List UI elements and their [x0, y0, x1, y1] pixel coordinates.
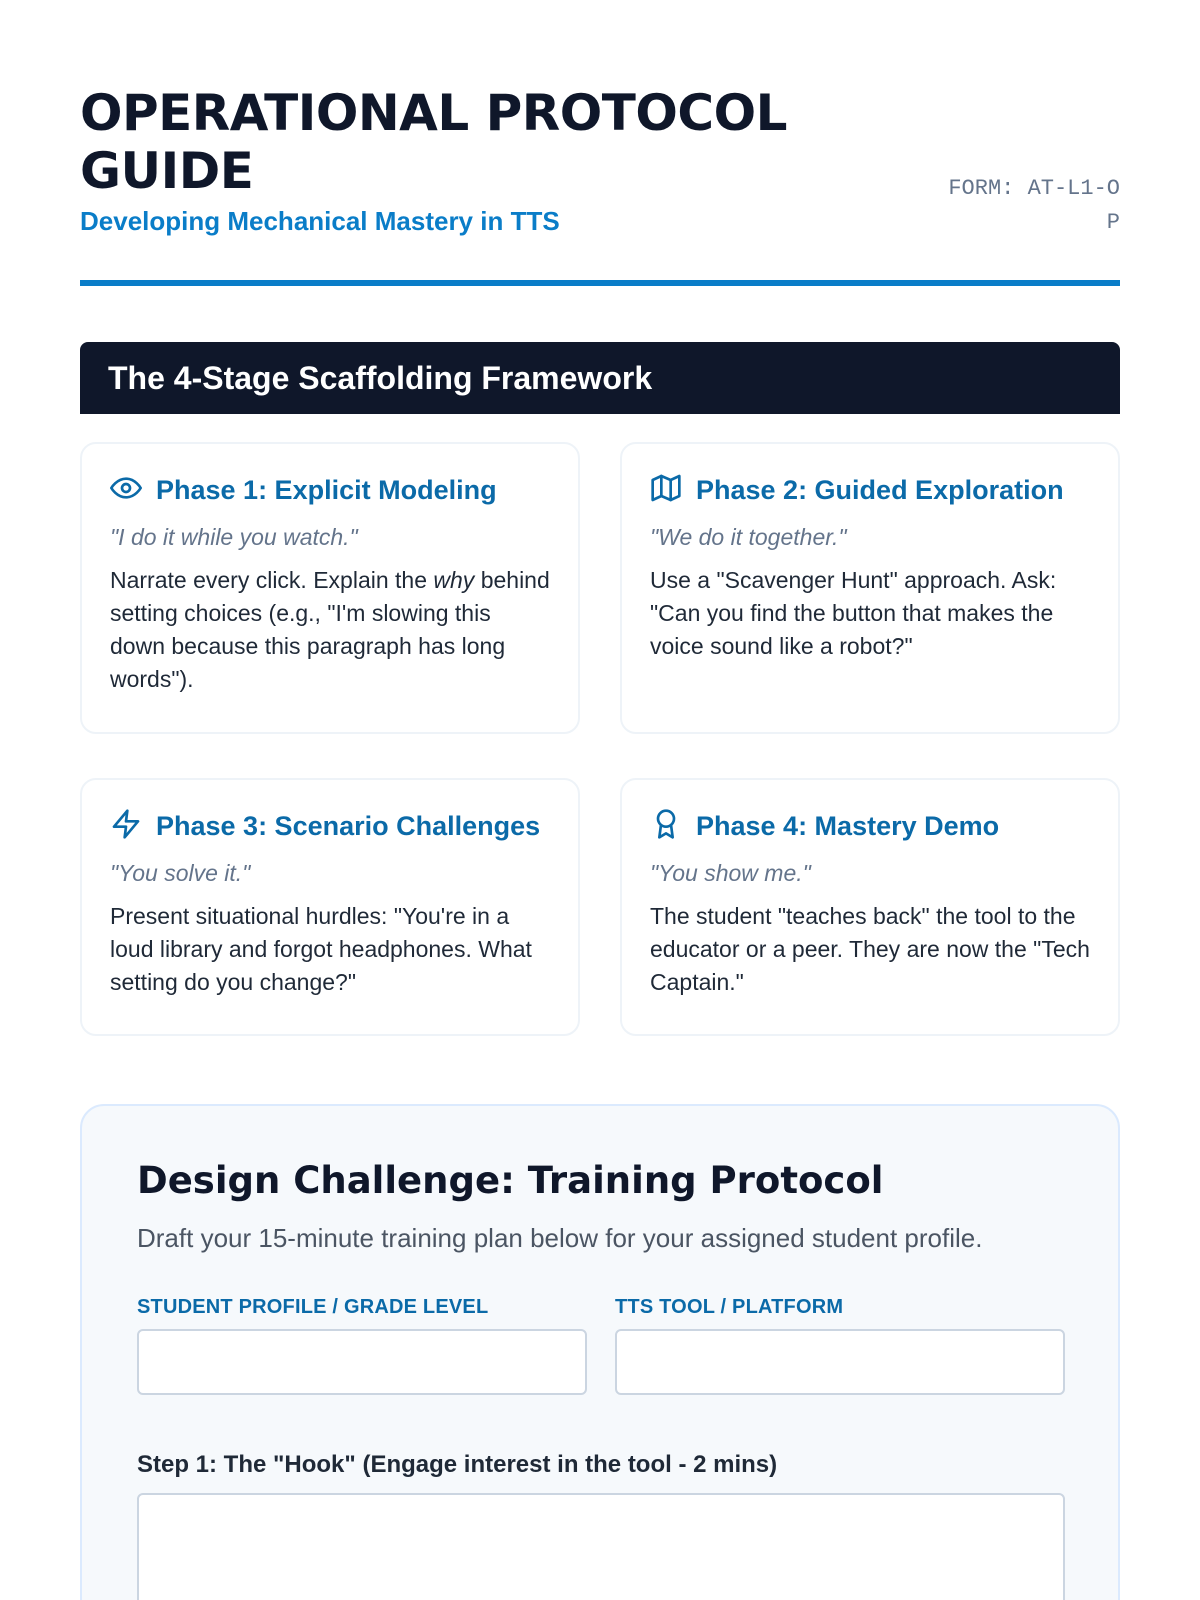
student-profile-field	[137, 1296, 587, 1395]
phase-description: The student "teaches back" the tool to the educator or a peer. They are now the "Tech Captain."	[650, 903, 1090, 995]
tts-tool-field	[615, 1296, 1065, 1395]
phase-description: Present situational hurdles: "You're in a loud library and forgot headphones. What setting do you change?"	[110, 903, 532, 995]
map-icon	[650, 472, 682, 509]
tts-tool-input[interactable]	[615, 1329, 1065, 1395]
challenge-title: Design Challenge: Training Protocol	[137, 1159, 884, 1202]
phase-title: Phase 1: Explicit Modeling	[156, 474, 497, 505]
student-profile-label: STUDENT PROFILE / GRADE LEVEL	[137, 1296, 489, 1318]
phase-title: Phase 4: Mastery Demo	[696, 810, 1000, 841]
page-subtitle: Developing Mechanical Mastery in TTS	[80, 206, 560, 236]
page-title: OPERATIONAL PROTOCOL GUIDE	[80, 84, 787, 200]
phase-card-3	[80, 778, 580, 1036]
student-profile-input[interactable]	[137, 1329, 587, 1395]
phase-title: Phase 3: Scenario Challenges	[156, 810, 541, 841]
tts-tool-label: TTS TOOL / PLATFORM	[615, 1296, 844, 1318]
phase-quote: "We do it together."	[650, 524, 847, 550]
phase-title: Phase 2: Guided Exploration	[696, 474, 1064, 505]
phase-card-4	[620, 778, 1120, 1036]
phase-card-1	[80, 442, 580, 734]
design-challenge-panel	[80, 1104, 1120, 1600]
step1-hook-textarea[interactable]	[137, 1493, 1065, 1600]
step1-label: Step 1: The "Hook" (Engage interest in the tool - 2 mins)	[137, 1451, 778, 1478]
phase-description: Use a "Scavenger Hunt" approach. Ask: "Can you find the button that makes the voice sound like a robot?"	[650, 567, 1057, 659]
phase-description-text: behind setting choices (e.g., "I'm slowing this down because this paragraph has long words").	[110, 567, 550, 692]
phase-grid	[80, 442, 1120, 1036]
framework-section-bar	[80, 342, 1120, 414]
phase-quote: "You solve it."	[110, 860, 251, 886]
page-header	[80, 0, 1120, 286]
framework-section-title: The 4-Stage Scaffolding Framework	[108, 359, 653, 396]
phase-description-text: Narrate every click. Explain the	[110, 567, 434, 593]
eye-icon	[110, 472, 142, 509]
phase-quote: "I do it while you watch."	[110, 524, 358, 550]
lightning-icon	[110, 808, 142, 845]
phase-description	[110, 564, 550, 696]
phase-card-2	[620, 442, 1120, 734]
phase-description-emphasis: why	[433, 567, 475, 593]
form-code: FORM: AT-L1-OP	[948, 176, 1120, 235]
challenge-fields	[137, 1296, 1063, 1395]
phase-quote: "You show me."	[650, 860, 811, 886]
award-icon	[650, 808, 682, 845]
challenge-description: Draft your 15-minute training plan below for your assigned student profile.	[137, 1223, 983, 1253]
